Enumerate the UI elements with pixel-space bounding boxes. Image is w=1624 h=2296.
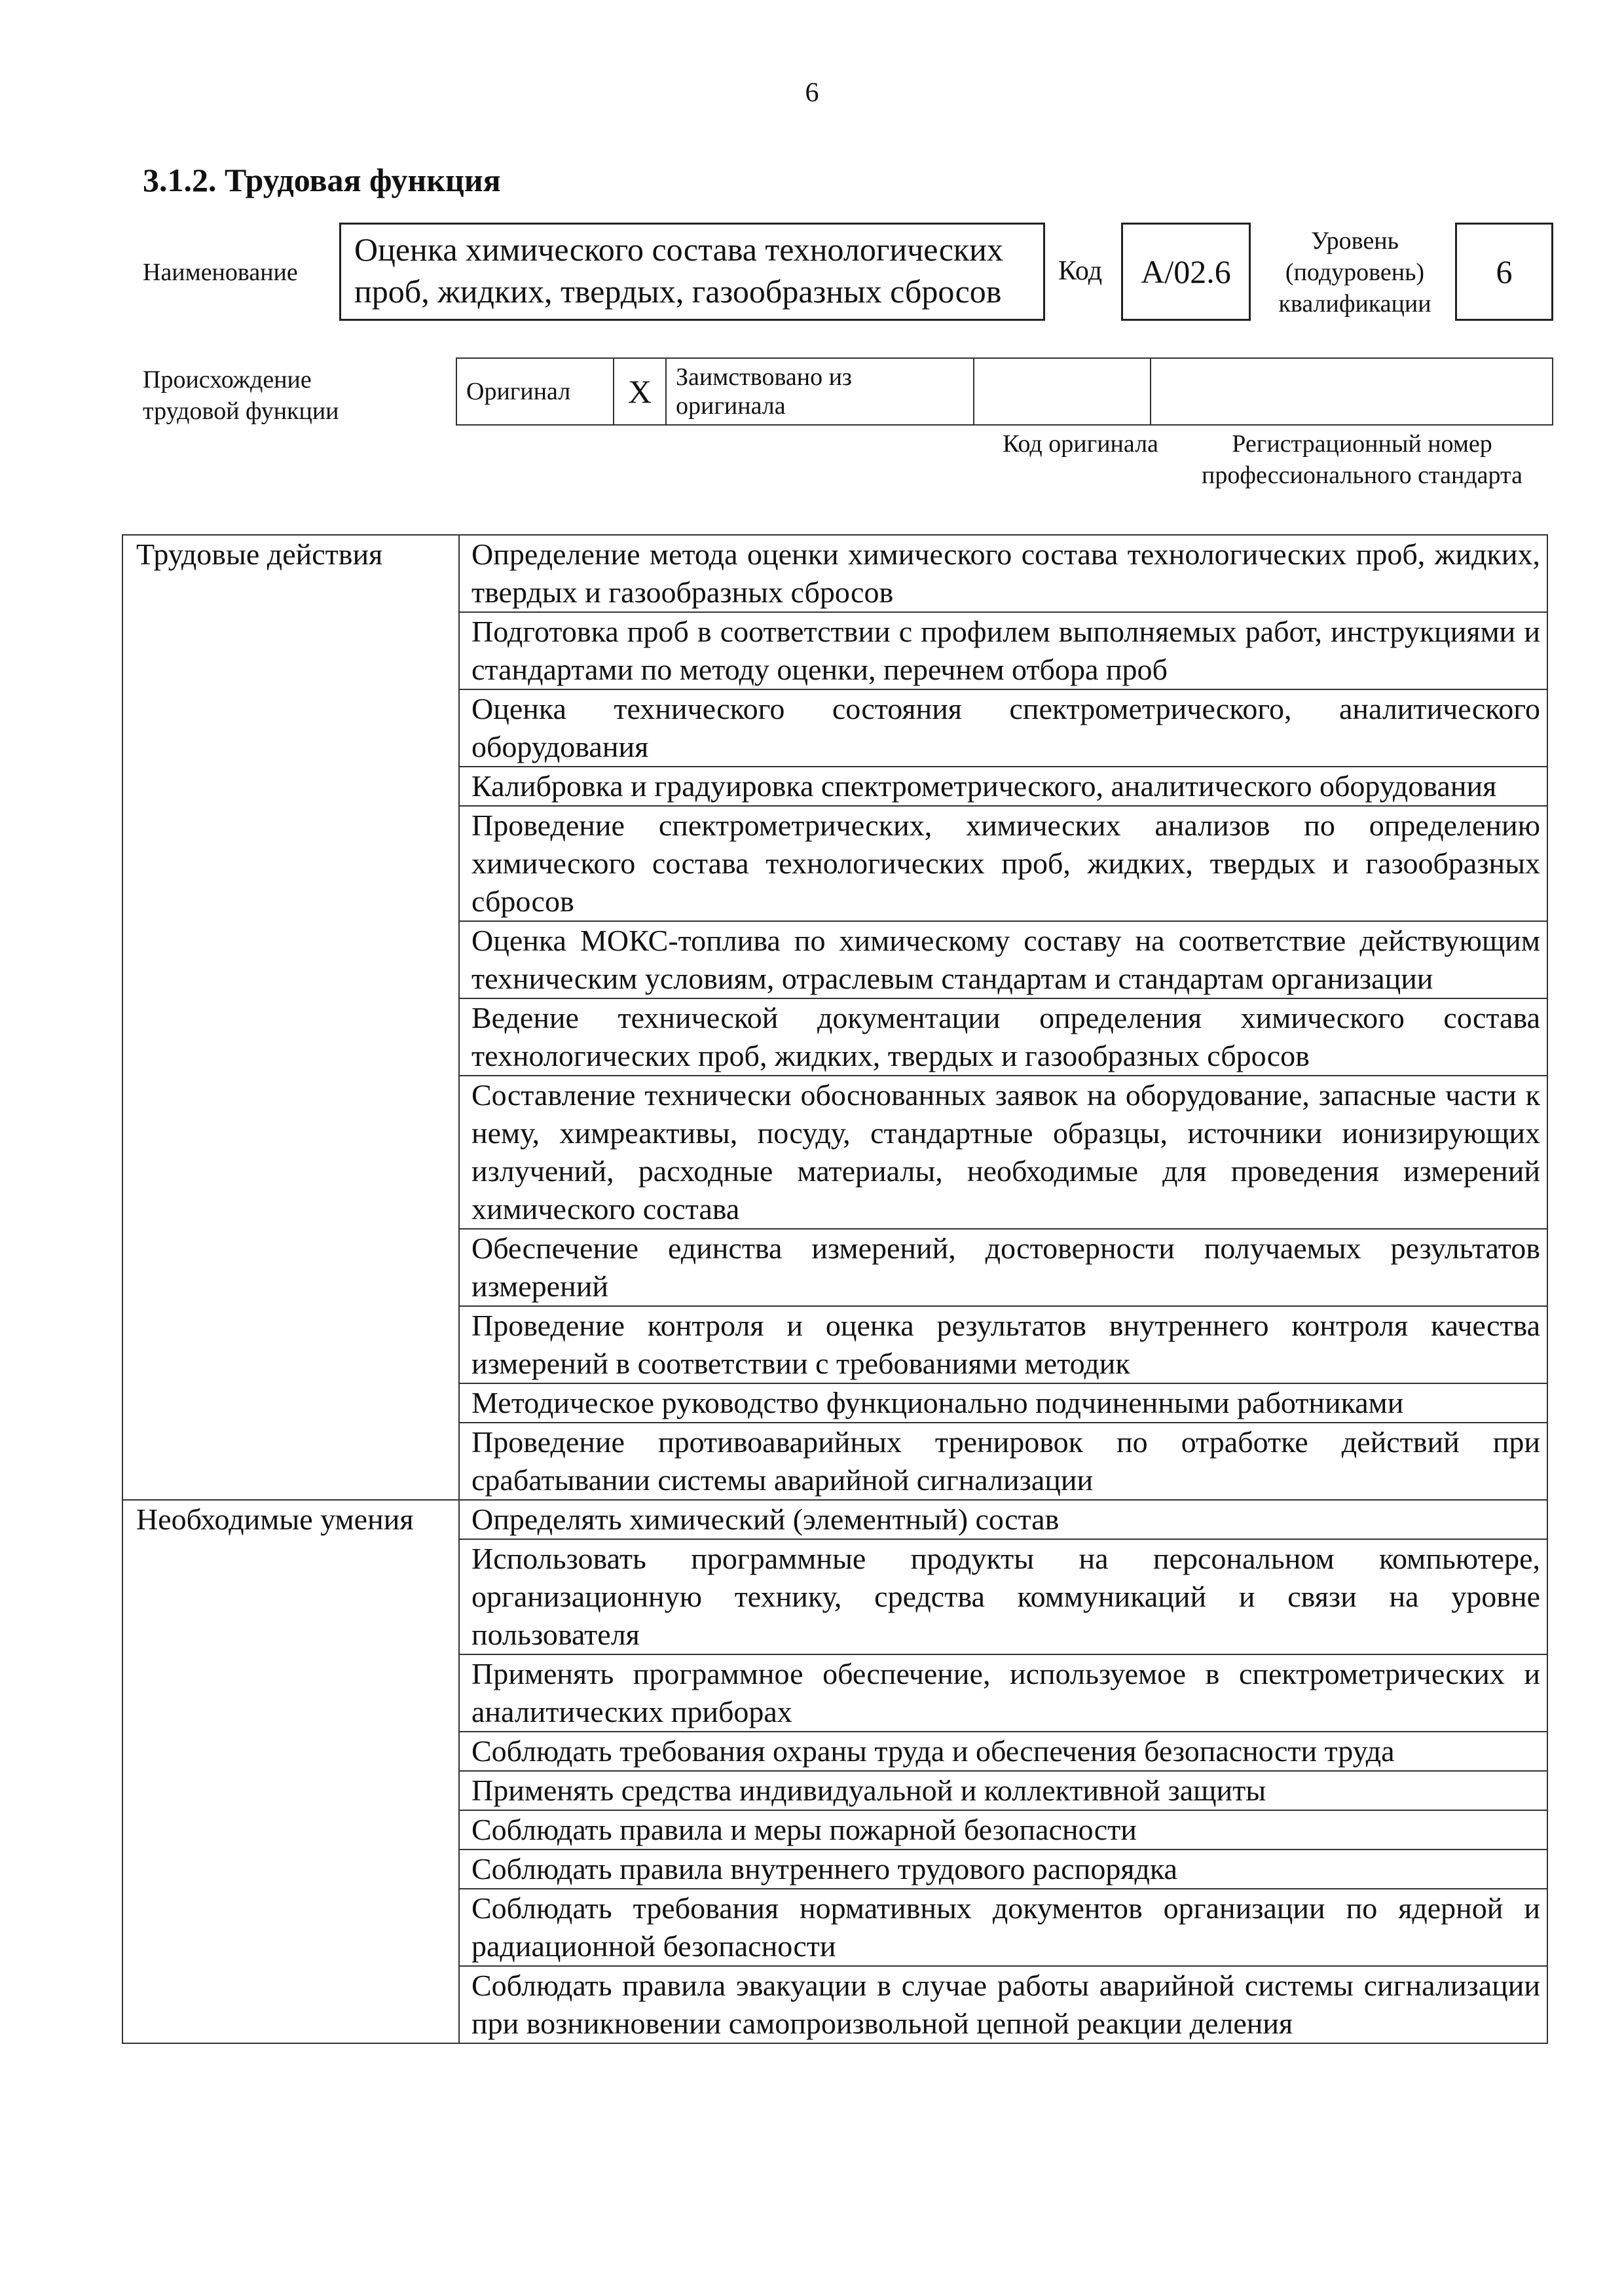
- item-cell: Применять программное обеспечение, используемое в спектрометрических и аналитических приборах: [459, 1654, 1547, 1732]
- item-cell: Оценка МОКС-топлива по химическому составу на соответствие действующим техническим условиям, отраслевым стандартам и стандартам организации: [459, 921, 1547, 998]
- item-cell: Соблюдать требования охраны труда и обеспечения безопасности труда: [459, 1732, 1547, 1771]
- item-cell: Использовать программные продукты на персональном компьютере, организационную технику, средства коммуникаций и связи на уровне пользователя: [459, 1539, 1547, 1654]
- item-cell: Калибровка и градуировка спектрометрического, аналитического оборудования: [459, 767, 1547, 806]
- category-cell: Необходимые умения: [122, 1500, 459, 2043]
- item-cell: Проведение противоаварийных тренировок по отработке действий при срабатывании системы аварийной сигнализации: [459, 1423, 1547, 1500]
- item-cell: Обеспечение единства измерений, достоверности получаемых результатов измерений: [459, 1229, 1547, 1306]
- origin-borrowed-cell: [666, 358, 974, 425]
- origin-label: Происхождение трудовой функции: [143, 366, 339, 425]
- origin-original-cell: [456, 358, 614, 425]
- item-cell: Проведение контроля и оценка результатов внутреннего контроля качества измерений в соответствии с требованиями методик: [459, 1306, 1547, 1383]
- origin-mark-cell: [614, 358, 666, 425]
- category-cell: Трудовые действия: [122, 535, 459, 1500]
- item-cell: Соблюдать правила эвакуации в случае работы аварийной системы сигнализации при возникновении самопроизвольной цепной реакции деления: [459, 1966, 1547, 2043]
- item-cell: Соблюдать правила и меры пожарной безопасности: [459, 1810, 1547, 1850]
- item-cell: Оценка технического состояния спектрометрического, аналитического оборудования: [459, 689, 1547, 767]
- item-cell: Соблюдать правила внутреннего трудового распорядка: [459, 1850, 1547, 1889]
- item-cell: Применять средства индивидуальной и коллективной защиты: [459, 1771, 1547, 1810]
- table-row: [122, 535, 1547, 612]
- origin-table: [456, 357, 1553, 426]
- origin-code-label: Код оригинала: [1003, 430, 1158, 458]
- origin-mark: X: [627, 373, 652, 410]
- function-name: Оценка химического состава технологических проб, жидких, твердых, газообразных сбросов: [354, 231, 1003, 310]
- code-label: Код: [1058, 256, 1103, 286]
- item-cell: Соблюдать требования нормативных документов организации по ядерной и радиационной безопасности: [459, 1889, 1547, 1966]
- item-cell: Определение метода оценки химического состава технологических проб, жидких, твердых и газообразных сбросов: [459, 535, 1547, 612]
- origin-borrowed: Заимствовано из оригинала: [676, 363, 852, 420]
- name-label: Наименование: [143, 259, 298, 286]
- table-row: [122, 1500, 1547, 1539]
- origin-reg-cell: [1151, 358, 1553, 425]
- level-value: 6: [1496, 253, 1513, 290]
- page-number: 6: [805, 78, 819, 108]
- item-cell: Определять химический (элементный) состав: [459, 1500, 1547, 1539]
- main-table-body: [122, 535, 1547, 2043]
- item-cell: Проведение спектрометрических, химических анализов по определению химического состава технологических проб, жидких, твердых и газообразных сбросов: [459, 806, 1547, 921]
- origin-code-cell: [974, 358, 1151, 425]
- code-value: А/02.6: [1141, 253, 1231, 290]
- item-cell: Составление технически обоснованных заявок на оборудование, запасные части к нему, химреактивы, посуду, стандартные образцы, источники ионизирующих излучений, расходные материалы, необходимые для проведения измерений химического состава: [459, 1076, 1547, 1229]
- section-title: 3.1.2. Трудовая функция: [143, 162, 501, 198]
- function-name-box: [339, 223, 1045, 321]
- item-cell: Методическое руководство функционально подчиненными работниками: [459, 1383, 1547, 1423]
- item-cell: Ведение технической документации определения химического состава технологических проб, жидких, твердых и газообразных сбросов: [459, 998, 1547, 1076]
- origin-original: Оригинал: [466, 378, 571, 405]
- level-label: Уровень (подуровень) квалификации: [1278, 227, 1431, 318]
- level-box: [1455, 223, 1553, 321]
- main-table: [122, 534, 1548, 2044]
- origin-reg-label: Регистрационный номер профессионального стандарта: [1202, 430, 1522, 489]
- item-cell: Подготовка проб в соответствии с профилем выполняемых работ, инструкциями и стандартами по методу оценки, перечнем отбора проб: [459, 612, 1547, 689]
- code-box: [1121, 223, 1251, 321]
